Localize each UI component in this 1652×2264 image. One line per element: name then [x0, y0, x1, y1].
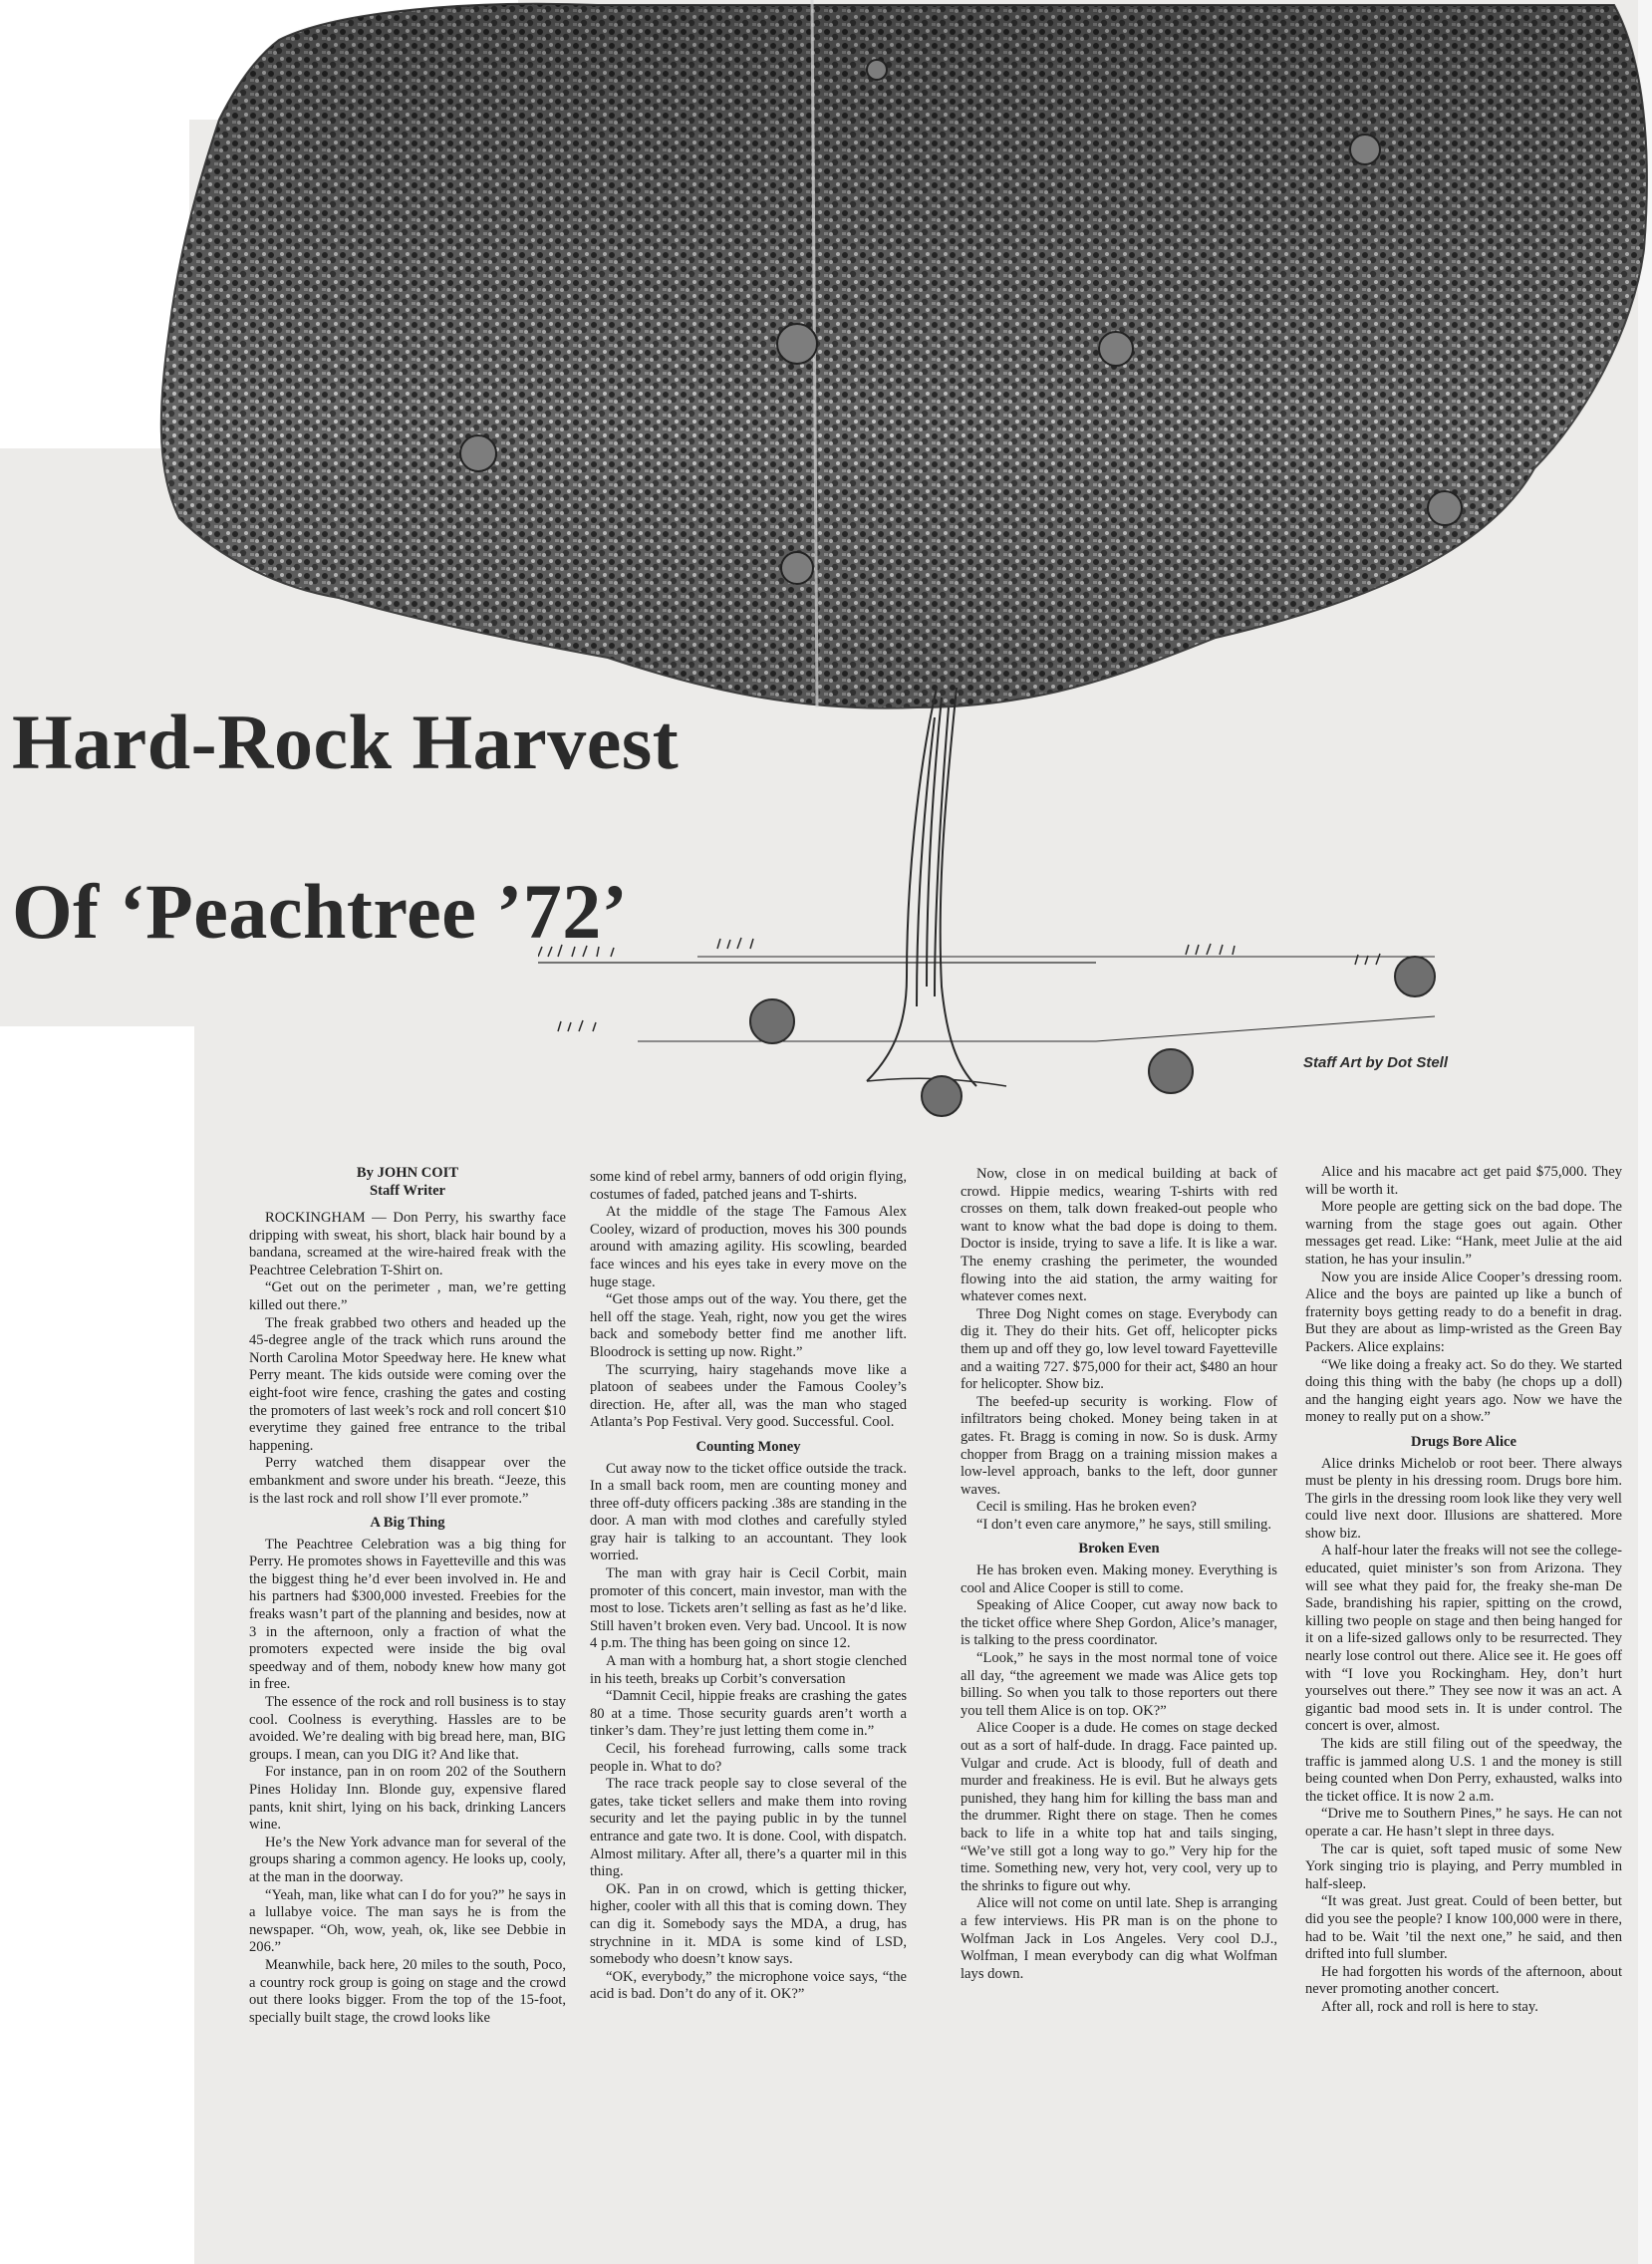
article-paragraph: A half-hour later the freaks will not see the college-educated, quiet minister’s son from Arizona. They will see what they paid for, the freaky she-man De Sade, brandishing his rapier, spitting on the crowd, killing two people on stage and then being hanged for it on a life-sized gallows only to be resurrected. They nearly lose control out there. Alice see it. He goes off with “I love you Rockingham. Hey, don’t hurt yourselves out there.” They see now it was an act. A gigantic bad mood sets in. It is under control. The concert is over, almost.	[1305, 1543, 1622, 1735]
byline-role: Staff Writer	[369, 1183, 446, 1199]
article-paragraph: Cut away now to the ticket office outside the track. In a small back room, men are counting money and three off-duty officers packing .38s are standing in the door. A man with mod clothes and carefully styled gray hair is talking to an accountant. They look worried.	[590, 1460, 907, 1564]
article-paragraph: Alice will not come on until late. Shep is arranging a few interviews. His PR man is on the phone to Wolfman Jack in Los Angeles. Very cool D.J., Wolfman, I mean everybody can dig what Wolfman lays down.	[961, 1895, 1277, 1982]
headline-line-2: Of ‘Peachtree ’72’	[12, 868, 629, 955]
article-paragraph: “It was great. Just great. Could of been better, but did you see the people? I know 100,000 were in there, had to be. Wait ’til the next one,” he said, and then drifted into full slumber.	[1305, 1893, 1622, 1963]
article-paragraph: He has broken even. Making money. Everything is cool and Alice Cooper is still to come.	[961, 1562, 1277, 1596]
crowd-photo	[159, 0, 1652, 717]
article-paragraph: “OK, everybody,” the microphone voice says, “the acid is bad. Don’t do any of it. OK?”	[590, 1968, 907, 2003]
article-paragraph: “We like doing a freaky act. So do they. We started doing this thing with the baby (he chops up a doll) and the hanging eight years ago. Now we have the money to really put on a show.”	[1305, 1356, 1622, 1426]
article-paragraph: Perry watched them disappear over the embankment and swore under his breath. “Jeeze, this is the last rock and roll show I’ll ever promote.”	[249, 1455, 566, 1507]
section-subhead: Drugs Bore Alice	[1411, 1433, 1516, 1450]
byline	[249, 1164, 566, 1200]
article-paragraph: The freak grabbed two others and headed up the 45-degree angle of the track which runs around the North Carolina Motor Speedway here. He knew what Perry meant. The kids outside were coming over the eight-foot wire fence, crashing the gates and costing the promoters of last week’s rock and roll concert $10 everytime they gained free entrance to the tribal happening.	[249, 1314, 566, 1454]
article-paragraph: The beefed-up security is working. Flow of infiltrators being choked. Money being taken in at gates. Ft. Bragg is coming in now. So is dusk. Army chopper from Bragg on a training mission makes a low-level approach, banks to the left, door gunner waves.	[961, 1393, 1277, 1498]
article-paragraph: “Damnit Cecil, hippie freaks are crashing the gates 80 at a time. Those security guards aren’t worth a tinker’s dam. They’re just letting them come in.”	[590, 1688, 907, 1740]
article-paragraph: Now you are inside Alice Cooper’s dressing room. Alice and the boys are painted up like a bunch of fraternity boys getting ready to do a benefit in drag. But they are about as limp-wristed as the Green Bay Packers. Alice explains:	[1305, 1269, 1622, 1355]
article-paragraph: Meanwhile, back here, 20 miles to the south, Poco, a country rock group is going on stage and the crowd out there looks bigger. From the top of the 15-foot, specially built stage, the crowd looks like	[249, 1956, 566, 2026]
article-paragraph: some kind of rebel army, banners of odd origin flying, costumes of faded, patched jeans and T-shirts.	[590, 1169, 907, 1203]
article-paragraph: Alice and his macabre act get paid $75,000. They will be worth it.	[1305, 1164, 1622, 1198]
article-paragraph: The scurrying, hairy stagehands move like a platoon of seabees under the Famous Cooley’s direction. He, after all, was the man who staged Atlanta’s Pop Festival. Very good. Successful. Cool.	[590, 1361, 907, 1431]
article-paragraph: After all, rock and roll is here to stay.	[1321, 1998, 1538, 2015]
article-paragraph: OK. Pan in on crowd, which is getting thicker, higher, cooler with all this that is coming down. They can dig it. Somebody says the MDA, a drug, has strychnine in it. MDA is some kind of LSD, somebody who doesn’t know says.	[590, 1880, 907, 1968]
article-paragraph: Alice Cooper is a dude. He comes on stage decked out as a sort of half-dude. In dragg. Face painted up. Vulgar and crude. Act is bloody, full of death and murder and freakiness. He is evil. But he always gets punished, they hang him for killing the bass man and the drummer. Right there on stage. Then he comes back to life in a white top hat and tails singing, “We’ve still got a long way to go.” Very hip for the time. Something new, very hot, very cool, very up to the shrinks to figure out why.	[961, 1720, 1277, 1894]
article-paragraph: The essence of the rock and roll business is to stay cool. Coolness is everything. Hassles are to be avoided. We’re dealing with big bread here, man, BIG groups. I mean, can you DIG it? And like that.	[249, 1694, 566, 1763]
section-subhead: A Big Thing	[370, 1515, 445, 1532]
article-paragraph: “Get out on the perimeter , man, we’re getting killed out there.”	[249, 1279, 566, 1313]
article-column-3	[961, 1166, 1277, 1983]
section-subhead: Counting Money	[695, 1438, 801, 1455]
section-subhead: Broken Even	[1078, 1541, 1160, 1557]
article-paragraph: He’s the New York advance man for several of the groups sharing a common agency. He looks up, cooly, at the man in the doorway.	[249, 1834, 566, 1885]
article-paragraph: The man with gray hair is Cecil Corbit, main promoter of this concert, main investor, man with the most to lose. Tickets aren’t selling as fast as he’d like. Still haven’t broken even. Very bad. Uncool. It is now 4 p.m. The thing has been going on since 12.	[590, 1565, 907, 1652]
margin-bottom-left	[0, 1026, 194, 2264]
article-paragraph: The car is quiet, soft taped music of some New York singing trio is playing, and Perry mumbled in half-sleep.	[1305, 1840, 1622, 1892]
article-paragraph: The Peachtree Celebration was a big thing for Perry. He promotes shows in Fayetteville and this was the biggest thing he’d ever been involved in. He and his partners had $300,000 invested. Freebies for the freaks wasn’t part of the planning and besides, now at 3 in the afternoon, only a fraction of what the promoters expected were inside the big oval speedway and of them, nobody knew how many got in free.	[249, 1536, 566, 1693]
crowd-photo-illustration	[159, 0, 1652, 717]
article-column-1	[249, 1164, 566, 2027]
article-paragraph: “Yeah, man, like what can I do for you?” he says in a lullabye voice. The man says he is from the newspaper. “Oh, wow, yeah, ok, like see Debbie in 206.”	[249, 1886, 566, 1956]
column-body	[249, 1210, 566, 2027]
article-paragraph: “Look,” he says in the most normal tone of voice all day, “the agreement we made was Alice gets top billing. So when you talk to those reporters out there you tell them Alice is on top. OK?”	[961, 1650, 1277, 1719]
article-paragraph: He had forgotten his words of the afternoon, about never promoting another concert.	[1305, 1963, 1622, 1998]
article-paragraph: Now, close in on medical building at back of crowd. Hippie medics, wearing T-shirts with red crosses on them, talk down freaked-out people who want to know what the bad dope is doing to them. Doctor is inside, trying to save a life. It is like a war. The enemy crashing the perimeter, the wounded flowing into the aid station, the army waiting for whatever comes next.	[961, 1166, 1277, 1305]
article-paragraph: ROCKINGHAM — Don Perry, his swarthy face dripping with sweat, his short, black hair bound by a bandana, screamed at the wire-haired freak with the Peachtree Celebration T-Shirt on.	[249, 1210, 566, 1278]
article-paragraph: The race track people say to close several of the gates, take ticket sellers and make them into roving security and let the paying public in by the tunnel entrance and gate two. It is done. Cool, with dispatch. Almost military. After all, there’s a quarter mil in this thing.	[590, 1776, 907, 1880]
article-paragraph: More people are getting sick on the bad dope. The warning from the stage goes out again. Other messages get read. Like: “Hank, meet Julie at the aid station, he has your insulin.”	[1305, 1199, 1622, 1268]
art-credit: Staff Art by Dot Stell	[1303, 1054, 1449, 1071]
article-paragraph: “I don’t even care anymore,” he says, still smiling.	[976, 1516, 1271, 1533]
article-paragraph: Cecil is smiling. Has he broken even?	[976, 1499, 1197, 1516]
article-paragraph: At the middle of the stage The Famous Alex Cooley, wizard of production, moves his 300 pounds around with amazing agility. His scowling, bearded face winces and his eyes take in every move on the huge stage.	[590, 1204, 907, 1290]
article-paragraph: Alice drinks Michelob or root beer. There always must be plenty in his dressing room. Drugs bore him. The girls in the dressing room look like they very well could live next door. Illusions are shattered. More show biz.	[1305, 1455, 1622, 1542]
article-column-2	[590, 1169, 907, 2004]
column-body	[961, 1166, 1277, 1983]
article-paragraph: Cecil, his forehead furrowing, calls some track people in. What to do?	[590, 1741, 907, 1775]
article-paragraph: A man with a homburg hat, a short stogie clenched in his teeth, breaks up Corbit’s conversation	[590, 1653, 907, 1687]
article-paragraph: Three Dog Night comes on stage. Everybody can dig it. They do their hits. Get off, helicopter picks them up and off they go, low level toward Fayetteville and a waiting 727. $75,000 for their act, $480 an hour for helicopter. Show biz.	[961, 1305, 1277, 1393]
article-paragraph: “Drive me to Southern Pines,” he says. He can not operate a car. He hasn’t slept in three days.	[1305, 1806, 1622, 1840]
article-paragraph: For instance, pan in on room 202 of the Southern Pines Holiday Inn. Blonde guy, expensive flared pants, knit shirt, lying on his back, drinking Lancers wine.	[249, 1764, 566, 1834]
article-paragraph: The kids are still filing out of the speedway, the traffic is jammed along U.S. 1 and the money is still being counted when Don Perry, exhausted, walks into the ticket office. It is now 2 a.m.	[1305, 1736, 1622, 1805]
byline-author: By JOHN COIT	[356, 1165, 459, 1181]
article-column-4	[1305, 1164, 1622, 2017]
article-paragraph: “Get those amps out of the way. You there, get the hell off the stage. Yeah, right, now you get the wires back and somebody better find me another lift. Bloodrock is setting up now. Right.”	[590, 1291, 907, 1360]
column-body	[1305, 1164, 1622, 2017]
article-paragraph: Speaking of Alice Cooper, cut away now back to the ticket office where Shep Gordon, Alice’s manager, is talking to the press coordinator.	[961, 1597, 1277, 1649]
headline-line-1: Hard-Rock Harvest	[12, 699, 680, 785]
column-body	[590, 1169, 907, 2004]
